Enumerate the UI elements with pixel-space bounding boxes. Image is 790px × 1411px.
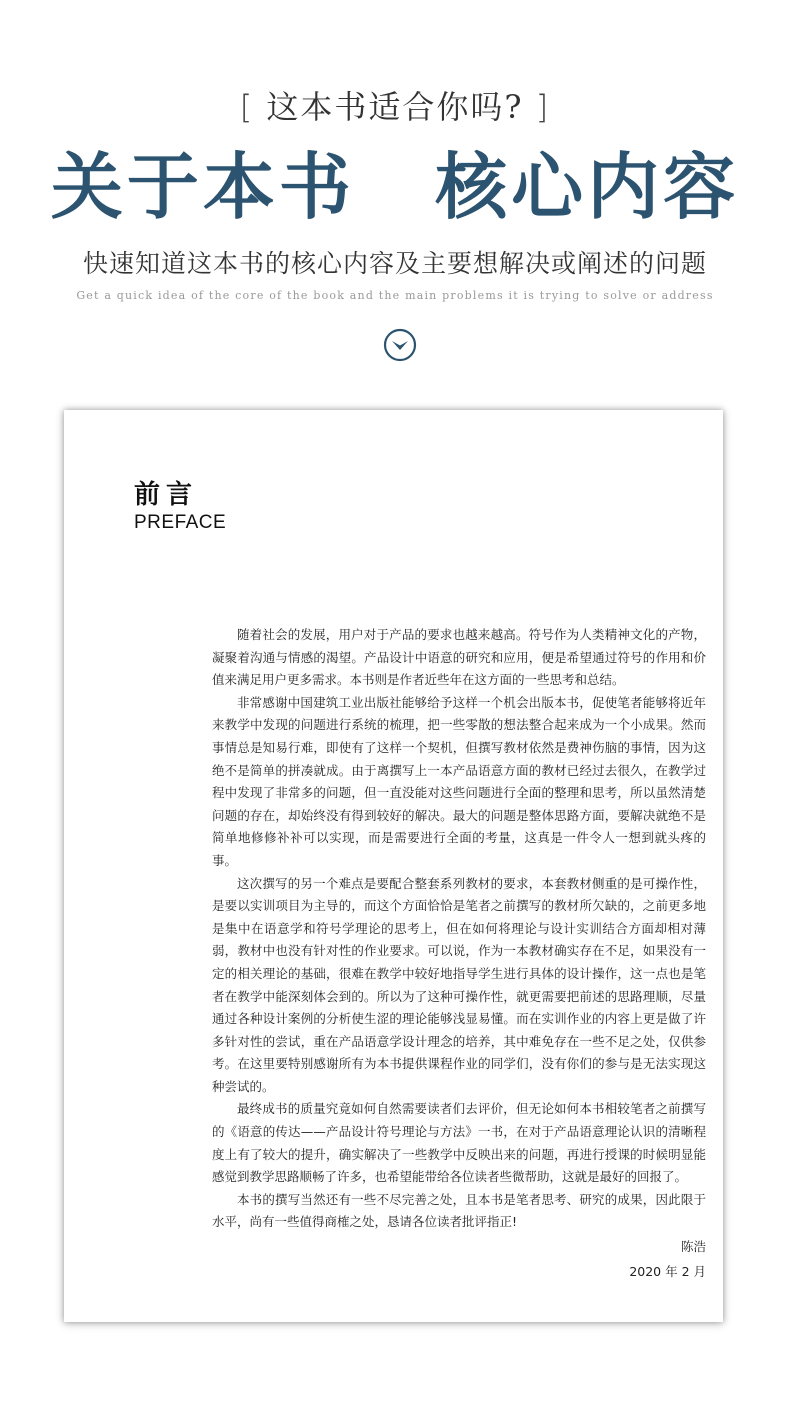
paragraph: 随着社会的发展，用户对于产品的要求也越来越高。符号作为人类精神文化的产物，凝聚着沟通与情感的渴望。产品设计中语意的研究和应用，便是希望通过符号的作用和价值来满足用户更多需求。本书则是作者近些年在这方面的一些思考和总结。 (212, 627, 706, 688)
preface-body (212, 624, 706, 1283)
paragraph: 本书的撰写当然还有一些不尽完善之处，且本书是笔者思考、研究的成果，因此限于水平，尚有一些值得商榷之处，恳请各位读者批评指正! (212, 1191, 706, 1230)
preface-date: 2020 年 2 月 (629, 1263, 706, 1279)
preface-title-en: PREFACE (134, 512, 227, 533)
page-title (0, 142, 790, 232)
preface-page (64, 410, 723, 1322)
paragraph: 最终成书的质量究竟如何自然需要读者们去评价，但无论如何本书相较笔者之前撰写的《语意的传达——产品设计符号理论与方法》一书，在对于产品语意理论认识的清晰程度上有了较大的提升，确实解决了一些教学中反映出来的问题，再进行授课的时候明显能感觉到教学思路顺畅了许多，也希望能带给各位读者些微帮助，这就是最好的回报了。 (212, 1101, 706, 1185)
chevron-down-circle-icon[interactable] (383, 328, 417, 362)
paragraph: 非常感谢中国建筑工业出版社能够给予这样一个机会出版本书，促使笔者能够将近年来教学中发现的问题进行系统的梳理，把一些零散的想法整合起来成为一个小成果。然而事情总是知易行难，即使有了这样一个契机，但撰写教材依然是费神伤脑的事情，因为这绝不是简单的拼凑就成。由于离撰写上一本产品语意方面的教材已经过去很久，在教学过程中发现了非常多的问题，但一直没能对这些问题进行全面的整理和思考，所以虽然清楚问题的存在，却始终没有得到较好的解决。最大的问题是整体思路方面，要解决就绝不是简单地修修补补可以实现，而是需要进行全面的考量，这真是一件令人一想到就头疼的事。 (212, 694, 706, 868)
header-banner (0, 0, 790, 400)
subtitle-en: Get a quick idea of the core of the book and the main problems it is trying to solve or address (76, 289, 714, 302)
preface-title: 前言 (134, 480, 199, 510)
bracket-close: ] (535, 88, 551, 126)
paragraph: 这次撰写的另一个难点是要配合整套系列教材的要求，本套教材侧重的是可操作性，是要以实训项目为主导的，而这个方面恰恰是笔者之前撰写的教材所欠缺的，之前更多地是集中在语意学和符号学理论的思考上，但在如何将理论与设计实训结合方面却相对薄弱，教材中也没有针对性的作业要求。可以说，作为一本教材确实存在不足，如果没有一定的相关理论的基础，很难在教学中较好地指导学生进行具体的设计操作，这一点也是笔者在教学中能深刻体会到的。所以为了这种可操作性，就更需要把前述的思路理顺，尽量通过各种设计案例的分析使生涩的理论能够浅显易懂。而在实训作业的内容上更是做了许多针对性的尝试，重在产品语意学设计理念的培养，其中难免存在一些不足之处，仅供参考。在这里要特别感谢所有为本书提供课程作业的同学们，没有你们的参与是无法实现这种尝试的。 (212, 875, 706, 1094)
author-name: 陈浩 (680, 1239, 706, 1255)
bracket-open: [ (239, 88, 255, 126)
subtitle-cn: 快速知道这本书的核心内容及主要想解决或阐述的问题 (82, 249, 707, 278)
title-left: 关于本书 (50, 144, 355, 229)
kicker-text: 这本书适合你吗? (266, 88, 524, 126)
kicker-heading (0, 82, 790, 128)
title-right: 核心内容 (435, 144, 740, 229)
